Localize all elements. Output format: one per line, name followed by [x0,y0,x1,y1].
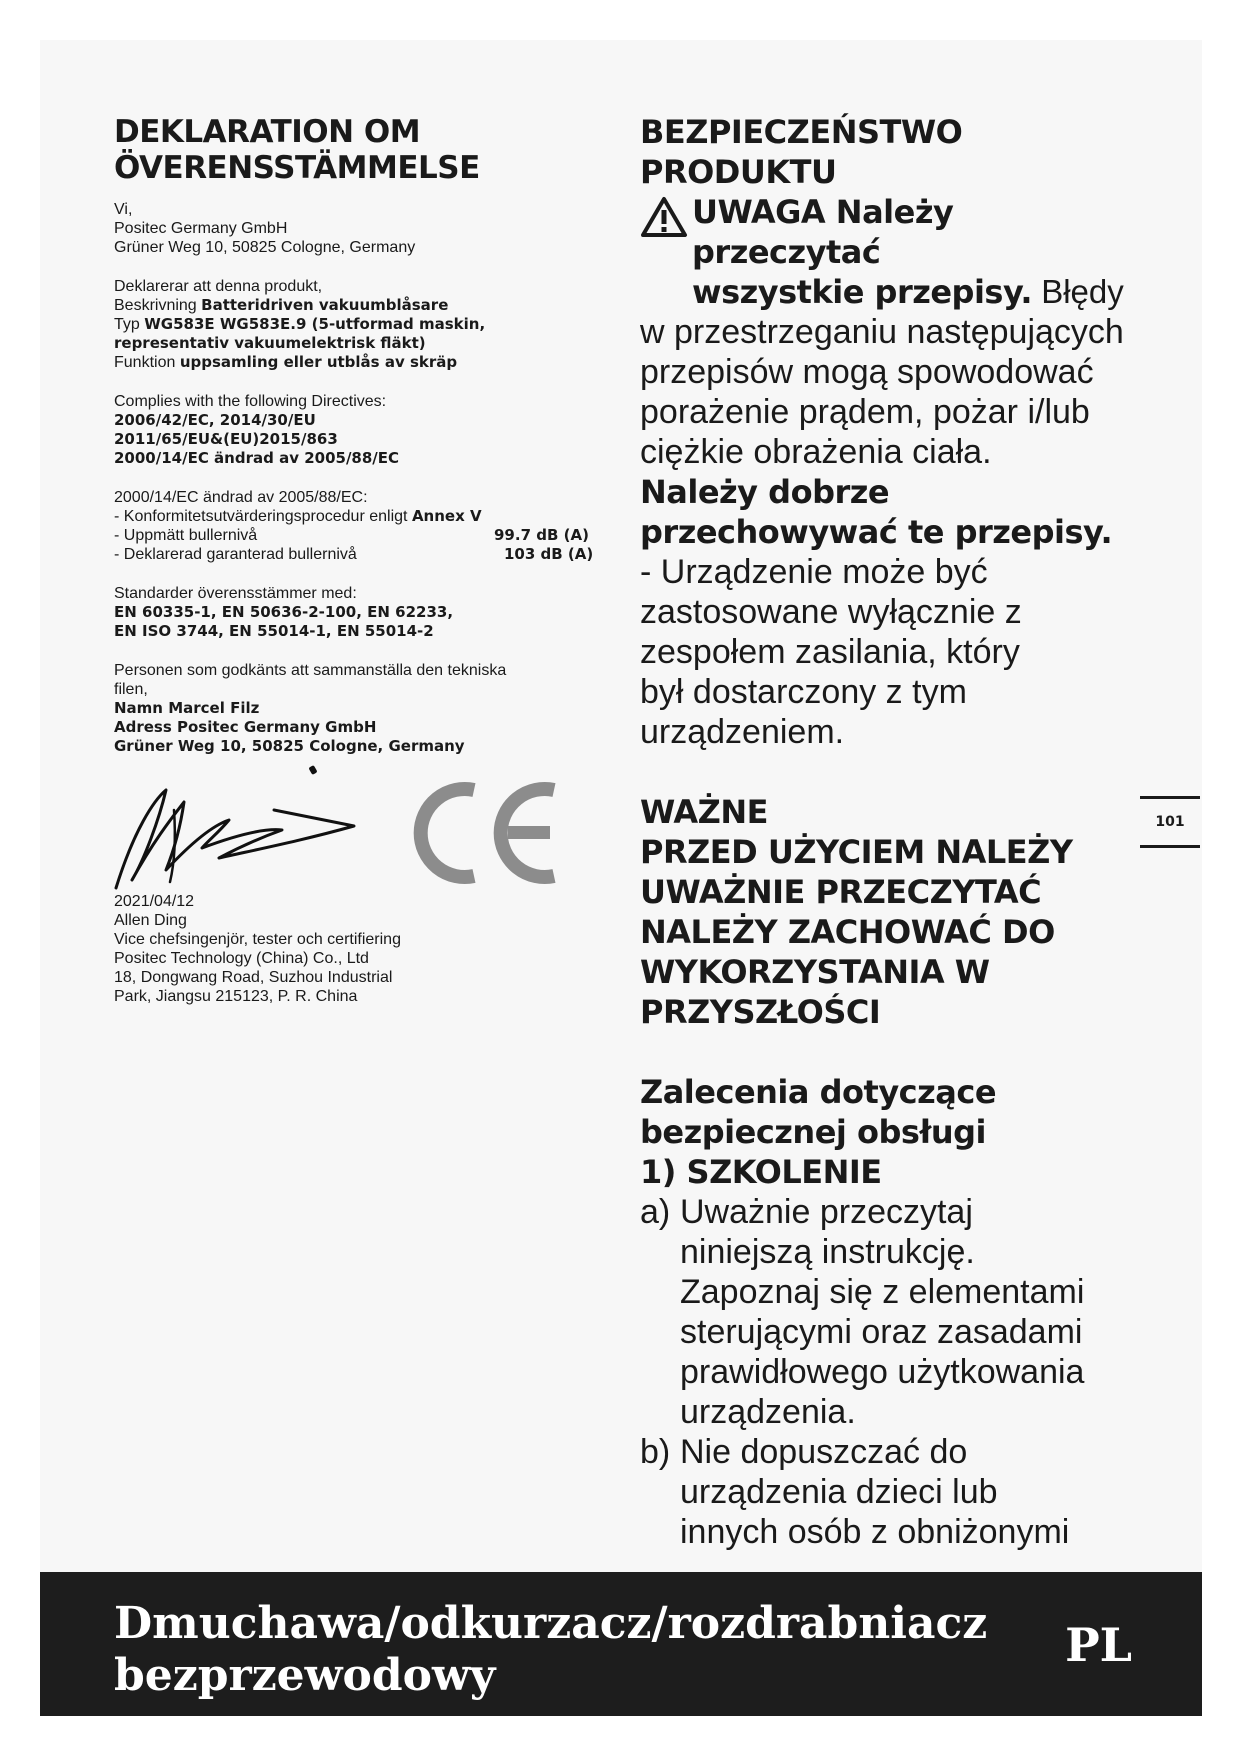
value: Grüner Weg 10, 50825 Cologne, Germany [114,737,465,755]
title-line: bezprzewodowy [114,1650,496,1701]
item-text: Zapoznaj się z elementami [680,1273,1085,1311]
training-heading: 1) SZKOLENIE [640,1153,882,1191]
label: - Uppmätt bullernivå [114,527,258,544]
item-text: Nie dopuszczać do [680,1433,968,1471]
warning-title: wszystkie przepisy. [692,273,1033,311]
directives-block [114,392,604,468]
important-notice: WAŻNE [640,793,768,831]
directive: 2011/65/EU&(EU)2015/863 [114,430,338,448]
keep-instructions: Należy dobrze [640,473,890,511]
item-text: niniejszą instrukcję. [680,1233,975,1271]
signer-name: Allen Ding [114,912,187,929]
product-block [114,277,604,372]
text-line: Positec Germany GmbH [114,220,288,237]
noise-block [114,488,604,564]
battery-text: był dostarczony z tym [640,673,967,711]
warning-block [640,192,1140,312]
label: Beskrivning [114,297,197,314]
value: EN ISO 3744, EN 55014-1, EN 55014-2 [114,622,434,640]
page-number: 101 [1140,796,1200,848]
language-code: PL [1065,1618,1132,1672]
item-text: Uważnie przeczytaj [680,1193,973,1231]
conformity-row [114,507,604,526]
text-line: 2000/14/EC ändrad av 2005/88/EC: [114,489,368,506]
date: 2021/04/12 [114,893,195,910]
type-row [114,315,604,334]
text-line: Deklarerar att denna produkt, [114,278,323,295]
list-marker: b) [640,1433,671,1471]
warning-text: porażenie prądem, pożar i/lub [640,393,1090,431]
value: 99.7 dB (A) [494,526,589,544]
signer-address: Park, Jiangsu 215123, P. R. China [114,988,358,1005]
signer-block [114,892,604,1006]
battery-text: - Urządzenie może być [640,553,988,591]
title-line: Dmuchawa/odkurzacz/rozdrabniacz [114,1598,988,1649]
list-item [640,1432,1140,1552]
value: WG583E WG583E.9 (5-utformad maskin, [144,315,486,333]
label: Typ [114,316,140,333]
manufacturer-block [114,200,604,257]
keep-instructions: przechowywać te przepisy. [640,513,1113,551]
declaration-column [114,114,604,1006]
text-line: Personen som godkänts att sammanställa den tekniska [114,662,507,679]
warning-triangle-icon [640,192,692,243]
function-row [114,353,604,372]
recommendations-heading: Zalecenia dotyczące [640,1073,997,1111]
item-text: sterującymi oraz zasadami [680,1313,1083,1351]
product-title [114,1598,988,1702]
text-line: Complies with the following Directives: [114,393,387,410]
list-item [640,1192,1140,1432]
label: - Konformitetsutvärderingsprocedur enligt [114,508,408,525]
important-notice: PRZED UŻYCIEM NALEŻY [640,833,1073,871]
text-line: Grüner Weg 10, 50825 Cologne, Germany [114,239,416,256]
signature-image [114,770,374,892]
list-marker: a) [640,1193,671,1231]
value: uppsamling eller utblås av skräp [179,353,458,371]
warning-text: Błędy [1032,273,1124,310]
value: Namn Marcel Filz [114,699,260,717]
value: EN 60335-1, EN 50636-2-100, EN 62233, [114,603,454,621]
ce-mark-icon [404,778,564,888]
standards-block [114,584,604,641]
warning-title: UWAGA Należy przeczytać [692,193,954,271]
footer-bar [40,1572,1202,1716]
value: 103 dB (A) [504,545,594,563]
section-heading: PRODUKTU [640,153,837,191]
authorized-block [114,661,604,756]
signer-address: 18, Dongwang Road, Suzhou Industrial [114,969,393,986]
label: Funktion [114,354,176,371]
battery-text: urządzeniem. [640,713,845,751]
important-notice: WYKORZYSTANIA W [640,953,990,991]
warning-text: w przestrzeganiu następujących [640,313,1124,351]
value: Annex V [411,507,482,525]
item-text: prawidłowego użytkowania [680,1353,1085,1391]
signer-company: Positec Technology (China) Co., Ltd [114,950,369,967]
guaranteed-row [114,545,604,564]
value: Adress Positec Germany GmbH [114,718,377,736]
description-row [114,296,604,315]
warning-text: ciężkie obrażenia ciała. [640,433,992,471]
heading-line: DEKLARATION OM [114,114,421,150]
value: Batteridriven vakuumblåsare [201,296,449,314]
text-line: Vi, [114,201,133,218]
warning-text: przepisów mogą spowodować [640,353,1094,391]
signature-area [114,770,604,892]
signer-title: Vice chefsingenjör, tester och certifiering [114,931,401,948]
label: - Deklarerad garanterad bullernivå [114,546,357,563]
important-notice: PRZYSZŁOŚCI [640,993,881,1031]
important-notice: UWAŻNIE PRZECZYTAĆ [640,873,1042,911]
item-text: urządzenia dzieci lub [680,1473,998,1511]
declaration-heading [114,114,604,186]
safety-column [640,112,1140,1552]
heading-line: ÖVERENSSTÄMMELSE [114,150,480,186]
battery-text: zespołem zasilania, który [640,633,1020,671]
battery-text: zastosowane wyłącznie z [640,593,1022,631]
measured-row [114,526,604,545]
item-text: urządzenia. [680,1393,856,1431]
directive: 2000/14/EC ändrad av 2005/88/EC [114,449,400,467]
section-heading: BEZPIECZEŃSTWO [640,113,963,151]
text-line: Standarder överensstämmer med: [114,585,357,602]
value: representativ vakuumelektrisk fläkt) [114,334,426,352]
text-line: filen, [114,681,148,698]
important-notice: NALEŻY ZACHOWAĆ DO [640,913,1055,951]
directive: 2006/42/EC, 2014/30/EU [114,411,316,429]
item-text: innych osób z obniżonymi [680,1513,1070,1551]
recommendations-heading: bezpiecznej obsługi [640,1113,986,1151]
